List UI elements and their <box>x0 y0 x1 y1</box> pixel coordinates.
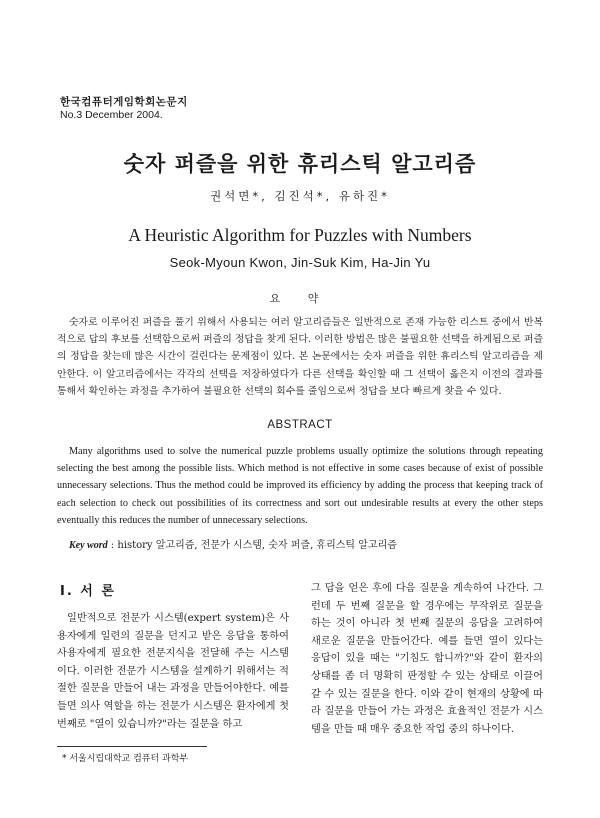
english-abstract-text: Many algorithms used to solve the numerical puzzle problems usually optimize the solutions through repeating selecting the best among the possible lists. Which method is not effective in some cases because of exist of possible unnecessary selections. Thus the method could be improved its efficiency by adding the process that keeping track of each selection to check out possibilities of its correctness and sort out undesirable results at every the other steps eventually this reduces the number of unnecessary selections. <box>57 446 543 526</box>
keywords-label: Key word <box>69 540 108 551</box>
footnote-divider <box>57 746 207 747</box>
paper-title-english: A Heuristic Algorithm for Puzzles with Numbers <box>128 225 472 245</box>
keywords-value: history 알고리즘, 전문가 시스템, 숫자 퍼즐, 휴리스틱 알고리즘 <box>117 540 397 551</box>
authors-korean: 권석면*, 김진석*, 유하진* <box>210 189 390 203</box>
authors-english: Seok-Myoun Kwon, Jin-Suk Kim, Ha-Jin Yu <box>169 255 431 270</box>
korean-abstract-heading: 요 약 <box>269 292 331 305</box>
korean-abstract-text: 숫자로 이루어진 퍼즐을 풀기 위해서 사용되는 여러 알고리즘들은 일반적으로 존재 가능한 리스트 중에서 반복적으로 답의 후보를 선택함으로써 퍼즐의 정답을 찾게 된다. 이러한 방법은 많은 불필요한 선택을 하게됨으로 퍼즐의 정답을 찾는데 많은 시간이 걸린다는 문제점이 있다. 본 논문에서는 숫자 퍼즐을 위한 휴리스틱 알고리즘을 제안한다. 이 알고리즘에서는 각각의 선택을 저장하였다가 다른 선택을 확인할 때 그 선택이 옳은지 이전의 결과를 통해서 확인하는 과정을 추가하여 불필요한 선택의 회수를 줄임으로써 정답을 보다 빠르게 찾을 수 있다. <box>57 317 543 397</box>
intro-paragraph-right: 그 답을 얻은 후에 다음 질문을 계속하여 나간다. 그런데 두 번째 질문을 할 경우에는 무작위로 질문을 하는 것이 아니라 첫 번째 질문의 응답을 고려하여 새로운 질문을 만들어간다. 예를 들면 열이 있다는 응답이 있을 때는 "기침도 합니까?"와 같이 환자의 상태를 좀 더 명확히 판정할 수 있는 상태로 이끌어 갈 수 있는 질문을 한다. 이와 같이 현재의 상황에 따라 질문을 만들어 가는 과정은 효율적인 전문가 시스템을 만들 때 매우 중요한 작업 중의 하나이다. <box>311 583 543 735</box>
body-column-right <box>311 580 543 738</box>
keywords <box>69 536 549 551</box>
intro-paragraph-left: 일반적으로 전문가 시스템(expert system)은 사용자에게 일련의 질문을 던지고 받은 응답을 통하여 사용자에게 필요한 전문지식을 전달해 주는 시스템이다. 이러한 전문가 시스템을 설계하기 위해서는 적절한 질문을 만들어 내는 과정을 만들어야한다. 예를 들면 의사 역할을 하는 전문가 시스템은 환자에게 첫 번째로 "열이 있습니까?"라는 질문을 하고 <box>57 613 289 730</box>
section-heading-introduction: Ⅰ. 서 론 <box>60 584 116 599</box>
journal-issue: No.3 December 2004. <box>60 109 163 121</box>
journal-name: 한국컴퓨터게임학회논문지 <box>60 96 188 108</box>
author-affiliation-footnote: * 서울시립대학교 컴퓨터 과학부 <box>62 754 189 764</box>
english-abstract-heading: ABSTRACT <box>267 419 333 431</box>
paper-title-korean: 숫자 퍼즐을 위한 휴리스틱 알고리즘 <box>123 151 477 176</box>
body-column-left <box>57 610 289 733</box>
journal-header <box>60 96 188 122</box>
keywords-separator: : <box>107 540 118 551</box>
